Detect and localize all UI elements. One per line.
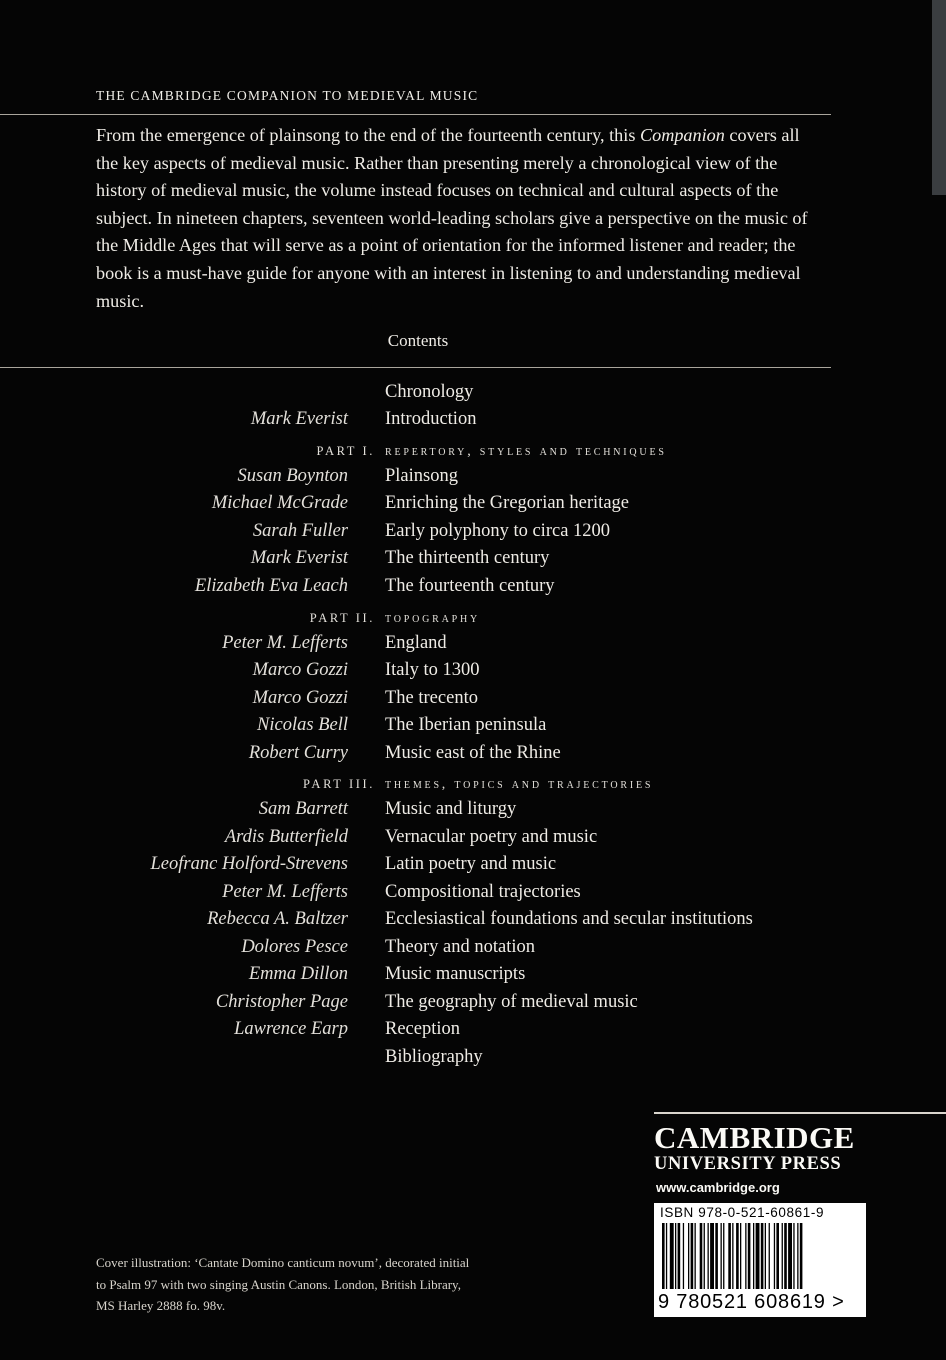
toc-title: Music manuscripts	[385, 964, 526, 984]
toc-author: Lawrence Earp	[234, 1019, 348, 1039]
series-title: THE CAMBRIDGE COMPANION TO MEDIEVAL MUSIC	[96, 88, 479, 103]
toc-title: Plainsong	[385, 466, 458, 486]
toc-entry	[0, 688, 920, 715]
part-title: repertory, styles and techniques	[385, 444, 667, 459]
isbn-number: ISBN 978-0-521-60861-9	[660, 1205, 825, 1220]
toc-title: Ecclesiastical foundations and secular institutions	[385, 909, 753, 929]
toc-entry	[0, 382, 920, 409]
part-number: PART II.	[309, 611, 375, 625]
toc-entry	[0, 964, 920, 991]
toc-entry	[0, 1047, 920, 1074]
isbn-barcode	[654, 1203, 866, 1317]
toc-entry	[0, 909, 920, 936]
toc-author: Elizabeth Eva Leach	[194, 576, 348, 596]
publisher-name: CAMBRIDGE	[654, 1120, 855, 1155]
toc-author: Marco Gozzi	[252, 688, 348, 708]
toc-author: Marco Gozzi	[252, 660, 348, 680]
part-number: PART III.	[303, 777, 375, 791]
toc-title: The thirteenth century	[385, 548, 550, 568]
toc-title: Latin poetry and music	[385, 854, 557, 874]
toc-entry	[0, 992, 920, 1019]
toc-entry	[0, 521, 920, 548]
toc-title: The trecento	[385, 688, 478, 708]
toc-title: Bibliography	[385, 1047, 483, 1067]
publisher-url: www.cambridge.org	[656, 1180, 780, 1195]
toc-entry	[0, 576, 920, 603]
toc-title: Italy to 1300	[385, 660, 480, 680]
toc-entry	[0, 466, 920, 493]
toc-title: Chronology	[385, 382, 474, 402]
blurb-emphasis: Companion	[639, 125, 725, 145]
contents-heading: Contents	[387, 331, 449, 350]
top-rule	[0, 114, 831, 115]
publisher-rule	[654, 1112, 946, 1114]
toc-entry	[0, 937, 920, 964]
toc-author: Michael McGrade	[211, 493, 348, 513]
toc-title: The geography of medieval music	[385, 992, 638, 1012]
toc-author: Peter M. Lefferts	[222, 882, 348, 902]
toc-author: Ardis Butterfield	[224, 827, 348, 847]
spine-edge-strip	[932, 0, 946, 195]
toc-title: Theory and notation	[385, 937, 536, 957]
toc-entry	[0, 854, 920, 881]
toc-entry	[0, 882, 920, 909]
toc-title: Introduction	[385, 409, 477, 429]
toc-title: Compositional trajectories	[385, 882, 581, 902]
toc-title: Music east of the Rhine	[385, 743, 561, 763]
toc-author: Robert Curry	[248, 743, 348, 763]
cover-illustration-caption: Cover illustration: ‘Cantate Domino canticum novum’, decorated initial to Psalm 97 with two singing Austin Canons. London, British Library, MS Harley 2888 fo. 98v.	[96, 1255, 470, 1313]
toc-author: Rebecca A. Baltzer	[207, 909, 348, 929]
toc-author: Leofranc Holford-Strevens	[150, 854, 348, 874]
toc-title: The fourteenth century	[385, 576, 555, 596]
toc-entry	[0, 493, 920, 520]
toc-entry	[0, 548, 920, 575]
blurb-lead: From the emergence of plainsong to the end of the fourteenth century, this	[96, 125, 640, 145]
toc-title: The Iberian peninsula	[385, 715, 547, 735]
toc-entry	[0, 799, 920, 826]
toc-title: Vernacular poetry and music	[385, 827, 598, 847]
toc-author: Susan Boynton	[237, 466, 348, 486]
barcode-bars-icon	[660, 1223, 858, 1295]
toc-author: Mark Everist	[250, 548, 348, 568]
toc-author: Emma Dillon	[248, 964, 348, 984]
toc-title: Enriching the Gregorian heritage	[385, 493, 629, 513]
toc-author: Peter M. Lefferts	[222, 633, 348, 653]
blurb-rest: covers all the key aspects of medieval music. Rather than presenting merely a chronological view of the history of medieval music, the volume instead focuses on technical and cultural aspects of the subject. In nineteen chapters, seventeen world-leading scholars give a perspective on the music of the Middle Ages that will serve as a point of orientation for the informed listener and reader; the book is a must-have guide for anyone with an interest in listening to and understanding medieval music.	[96, 125, 808, 311]
barcode-digits: 9 780521 608619 >	[658, 1291, 845, 1313]
toc-title: Early polyphony to circa 1200	[385, 521, 611, 541]
part-heading	[0, 611, 920, 631]
toc-author: Sarah Fuller	[252, 521, 348, 541]
toc-entry	[0, 409, 920, 436]
contents-rule	[0, 367, 831, 368]
toc-entry	[0, 827, 920, 854]
part-heading	[0, 444, 920, 464]
toc-entry	[0, 743, 920, 770]
toc-author: Sam Barrett	[258, 799, 348, 819]
publisher-subtitle: UNIVERSITY PRESS	[654, 1154, 842, 1174]
toc-entry	[0, 633, 920, 660]
toc-author: Mark Everist	[250, 409, 348, 429]
toc-title: Reception	[385, 1019, 461, 1039]
part-heading	[0, 777, 920, 797]
toc-author: Nicolas Bell	[257, 715, 348, 735]
toc-entry	[0, 660, 920, 687]
toc-author: Dolores Pesce	[241, 937, 348, 957]
toc-title: Music and liturgy	[385, 799, 517, 819]
part-title: themes, topics and trajectories	[385, 777, 654, 792]
toc-entry	[0, 715, 920, 742]
description-blurb	[96, 122, 826, 315]
toc-author: Christopher Page	[215, 992, 348, 1012]
part-title: topography	[385, 611, 481, 626]
toc-entry	[0, 1019, 920, 1046]
part-number: PART I.	[316, 444, 375, 458]
toc-title: England	[385, 633, 447, 653]
